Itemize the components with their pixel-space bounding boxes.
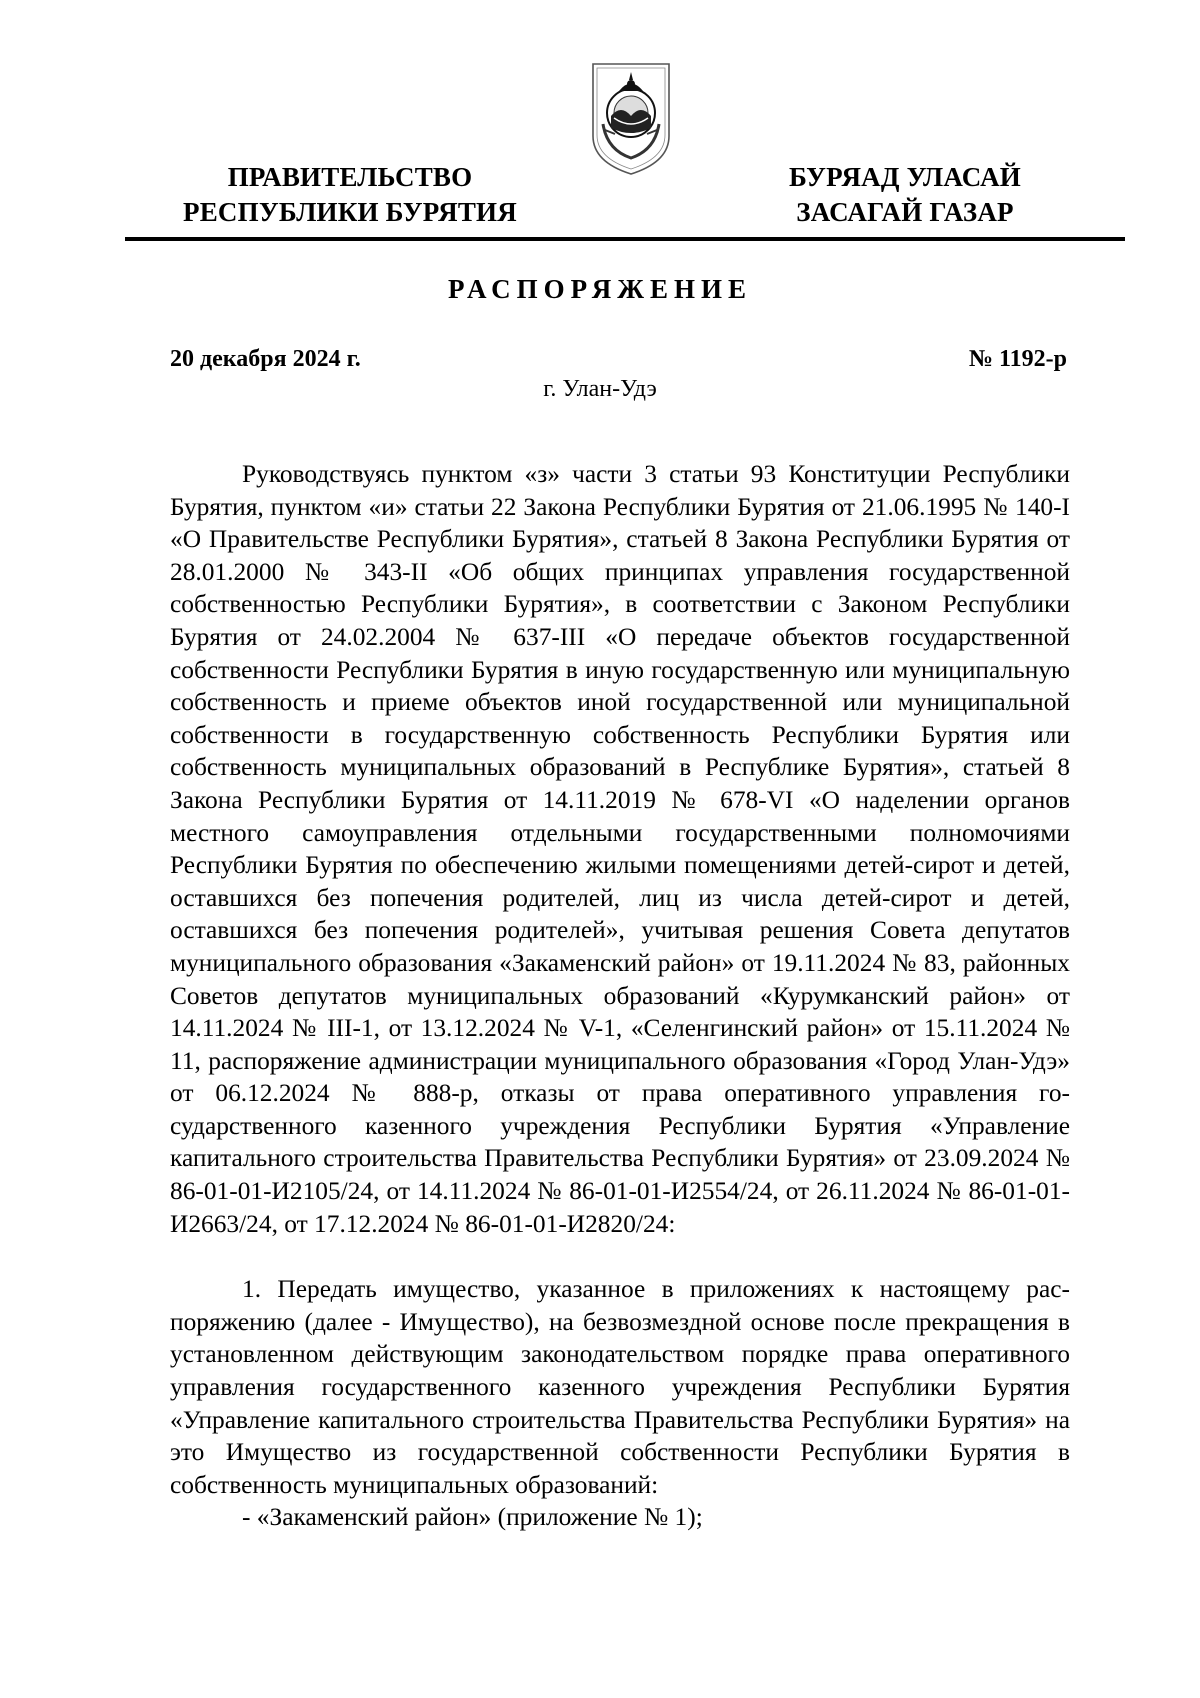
header-right-line1: БУРЯАД УЛАСАЙ	[789, 162, 1021, 192]
header-left-line1: ПРАВИТЕЛЬСТВО	[227, 162, 473, 192]
document-date: 20 декабря 2024 г.	[170, 346, 361, 372]
header-divider	[125, 237, 1125, 241]
header-left-line2: РЕСПУБЛИКИ БУРЯТИЯ	[183, 197, 517, 227]
clause-1-paragraph: 1. Передать имущество, указанное в приложениях к настоящему распоряжению (далее - Имущество), на безвозмездной основе после прекращения в установленном действующим законодательством порядке права оперативного управления государственного казенного учреждения Республики Бурятия «Управление капитального строительства Правительства Республики Бурятия» на это Имущество из государственной собственности Республики Бурятия в собственность муниципальных образований:	[170, 1275, 1070, 1499]
government-name-buryat	[760, 160, 1050, 230]
document-body	[170, 458, 1070, 1534]
document-city: г. Улан-Удэ	[543, 376, 657, 402]
clause-1-list-item: - «Закаменский район» (приложение № 1);	[242, 1503, 703, 1532]
document-type-title: РАСПОРЯЖЕНИЕ	[447, 274, 753, 304]
header-right-line2: ЗАСАГАЙ ГАЗАР	[796, 197, 1014, 227]
preamble-paragraph: Руководствуясь пунктом «з» части 3 статьи 93 Конституции Республики Бурятия, пунктом «и» статьи 22 Закона Республики Бурятия от 21.06.1995 № 140-I «О Правительстве Республики Бурятия», статьей 8 Закона Республики Бурятия от 28.01.2000 № 343-II «Об общих принципах управления государственной собственностью Республики Бурятия», в соответствии с Законом Республики Бурятия от 24.02.2004 № 637-III «О передаче объектов государственной собственности Республики Бурятия в иную государственную или муниципальную собственность и приеме объектов иной государственной или муниципальной собственности в государственную собственность Республики Бурятия или собственность муниципальных образований в Республике Бурятия», статьей 8 Закона Республики Бурятия от 14.11.2019 № 678-VI «О наделении органов местного самоуправления отдельными государственными полномочиями Республики Бурятия по обеспечению жилыми помещениями детей-сирот и детей, оставшихся без попечения родителей, лиц из числа детей-сирот и детей, оставшихся без попечения родителей», учитывая решения Совета депутатов муниципального образования «Закаменский район» от 19.11.2024 № 83, районных Советов депутатов муниципальных образований «Курумканский район» от 14.11.2024 № III-1, от 13.12.2024 № V-1, «Селенгинский район» от 15.11.2024 № 11, распоряжение администрации муниципального образования «Город Улан-Удэ» от 06.12.2024 № 888-р, отказы от права оперативного управления государственного казенного учреждения Республики Бурятия «Управление капитального строительства Правительства Республики Бурятия» от 23.09.2024 № 86-01-01-И2105/24, от 14.11.2024 № 86-01-01-И2554/24, от 26.11.2024 № 86-01-01-И2663/24, от 17.12.2024 № 86-01-01-И2820/24:	[170, 460, 1070, 1238]
document-number: № 1192-р	[968, 346, 1067, 372]
government-name-russian	[170, 160, 530, 230]
coat-of-arms-icon	[589, 58, 673, 178]
